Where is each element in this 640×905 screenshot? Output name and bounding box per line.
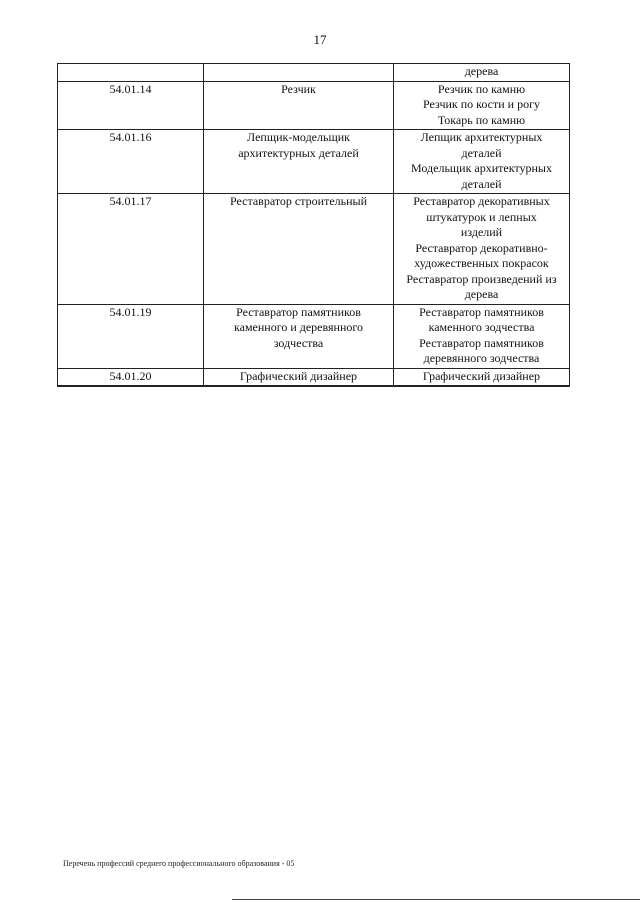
qualification-line: Резчик по кости и рогу (422, 97, 541, 111)
profession-name-line: каменного и деревянного (233, 320, 364, 334)
qualification-line: художественных покрасок (414, 256, 549, 270)
profession-name-line: зодчества (273, 335, 324, 350)
table-row (58, 368, 570, 386)
code-cell (58, 130, 204, 194)
professions-table (57, 63, 570, 387)
table-row (58, 304, 570, 368)
profession-name-cell (204, 194, 394, 305)
qualification-line: Модельщик архитектурных (411, 161, 552, 175)
qualification-line: Реставратор декоративных (413, 194, 550, 208)
qualification-line: Лепщик архитектурных (420, 130, 543, 144)
qualification-cell (394, 81, 570, 130)
profession-name-cell (204, 304, 394, 368)
page-number: 17 (313, 32, 327, 47)
scan-edge-line (232, 899, 640, 900)
profession-name-cell (204, 64, 394, 82)
qualification-line: изделий (460, 225, 503, 239)
qualification-line: деталей (461, 176, 502, 191)
profession-name-line: Графический дизайнер (239, 368, 358, 383)
code-cell (58, 81, 204, 130)
code-cell (58, 304, 204, 368)
document-footer: Перечень профессий среднего профессионального образования - 05 (63, 859, 295, 868)
qualification-cell (394, 64, 570, 82)
qualification-cell (394, 304, 570, 368)
profession-code: 54.01.20 (109, 368, 152, 383)
code-cell (58, 64, 204, 82)
code-cell (58, 368, 204, 386)
qualification-line: дерева (464, 287, 499, 301)
qualification-line: штукатурок и лепных (426, 209, 537, 224)
profession-name-line: архитектурных деталей (238, 145, 359, 160)
code-cell (58, 194, 204, 305)
qualification-line: Резчик по камню (437, 81, 526, 96)
profession-name-line: Лепщик-модельщик (247, 130, 350, 144)
qualification-line: Токарь по камню (437, 112, 526, 127)
qualification-line: деревянного зодчества (423, 351, 540, 365)
profession-code: 54.01.17 (109, 194, 152, 208)
qualification-cell (394, 130, 570, 194)
qualification-line: каменного зодчества (428, 320, 535, 334)
table-row (58, 64, 570, 82)
qualification-line: Реставратор декоративно- (415, 240, 548, 255)
profession-name-cell (204, 368, 394, 386)
profession-code: 54.01.14 (109, 81, 152, 96)
profession-name-line: Резчик (281, 81, 316, 96)
qualification-line: Реставратор произведений из (406, 271, 557, 286)
qualification-cell (394, 368, 570, 386)
qualification-line: Графический дизайнер (422, 368, 541, 383)
qualification-line: Реставратор памятников (419, 335, 544, 350)
profession-name-cell (204, 81, 394, 130)
qualification-line: Реставратор памятников (419, 304, 544, 319)
qualification-line: дерева (464, 64, 499, 78)
table-row (58, 194, 570, 305)
qualification-line: деталей (461, 145, 502, 160)
profession-name-line: Реставратор памятников (236, 304, 361, 319)
table-row (58, 130, 570, 194)
profession-name-cell (204, 130, 394, 194)
table-row (58, 81, 570, 130)
profession-code: 54.01.16 (109, 130, 152, 144)
profession-name-line: Реставратор строительный (229, 194, 368, 208)
qualification-cell (394, 194, 570, 305)
profession-code: 54.01.19 (109, 304, 152, 319)
